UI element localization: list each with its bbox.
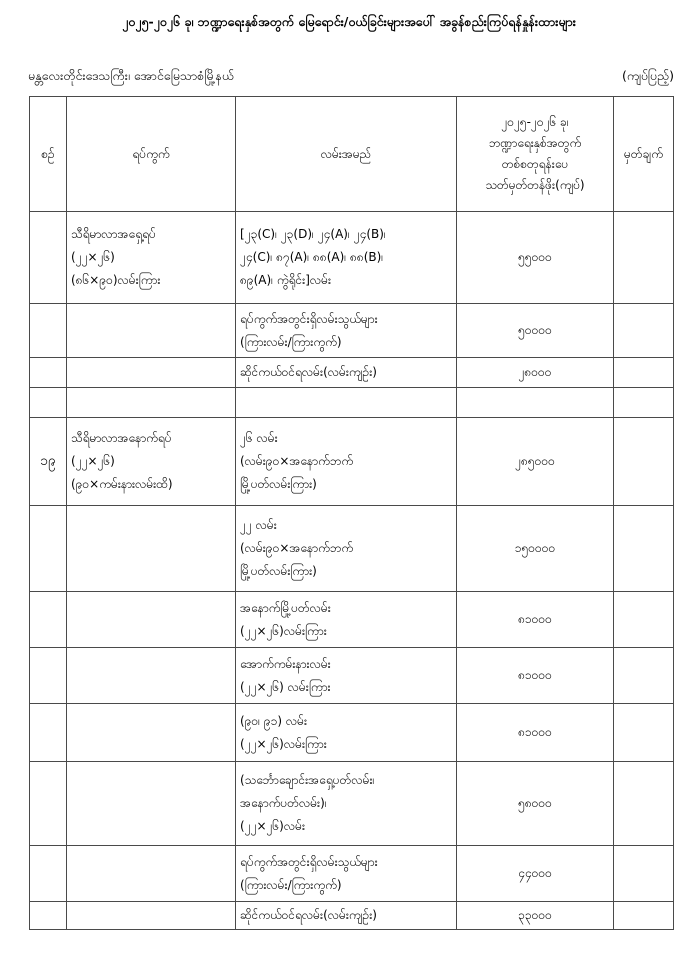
remark-cell xyxy=(614,358,674,388)
row-number xyxy=(30,846,67,902)
street-line: မြို့ပတ်လမ်းကြား) xyxy=(240,564,317,578)
header-zone: ရပ်ကွက် xyxy=(67,97,236,212)
row-number xyxy=(30,358,67,388)
zone-cell xyxy=(67,388,236,418)
rate-table xyxy=(29,96,674,930)
table-row xyxy=(30,304,674,358)
zone-cell xyxy=(67,304,236,358)
region-label: မန္တလေးတိုင်းဒေသကြီး၊ အောင်မြေသာစံမြို့နယ် xyxy=(28,68,235,83)
street-line: (၂၂×၂၆)လမ်းကြား xyxy=(240,623,327,638)
street-cell xyxy=(236,762,457,846)
zone-line: (၂၂×၂၆) xyxy=(71,454,115,468)
remark-cell xyxy=(614,762,674,846)
header-price-line: ၂၀၂၅-၂၀၂၆ ခု၊ xyxy=(501,115,569,129)
zone-line: သီရိမာလာအနောက်ရပ် xyxy=(71,431,172,445)
remark-cell xyxy=(614,304,674,358)
row-number xyxy=(30,762,67,846)
street-line: (ကြားလမ်း/ကြားကွက်) xyxy=(240,334,342,349)
row-number xyxy=(30,506,67,592)
street-line: ၂၂ လမ်း xyxy=(240,518,277,532)
row-number xyxy=(30,304,67,358)
street-line: (၉၀၊ ၉၁) လမ်း xyxy=(240,713,308,728)
street-line: မြို့ပတ်လမ်းကြား) xyxy=(240,477,317,491)
street-line: အနောက်မြို့ပတ်လမ်း xyxy=(240,600,331,615)
header-price xyxy=(457,97,614,212)
street-cell xyxy=(236,592,457,648)
table-row xyxy=(30,762,674,846)
table-header-row xyxy=(30,97,674,212)
zone-line: (၂၂×၂၆) xyxy=(71,250,115,264)
price-cell: ၃၃၀၀၀ xyxy=(457,902,614,930)
remark-cell xyxy=(614,846,674,902)
table-row xyxy=(30,902,674,930)
row-number xyxy=(30,902,67,930)
row-number xyxy=(30,648,67,704)
street-cell xyxy=(236,388,457,418)
zone-line: သီရိမာလာအရှေ့ရပ် xyxy=(71,227,156,241)
street-line: (သင်္ဘောချောင်းအရှေ့ပတ်လမ်း၊ xyxy=(240,773,375,787)
header-price-line: သတ်မှတ်တန်ဖိုး(ကျပ်) xyxy=(485,178,585,192)
remark-cell xyxy=(614,704,674,762)
street-line: (၂၂×၂၆)လမ်း xyxy=(240,819,306,833)
header-price-line: ဘဏ္ဍာရေးနှစ်အတွက် xyxy=(488,136,582,150)
zone-cell xyxy=(67,762,236,846)
document-title: ၂၀၂၅-၂၀၂၆ ခု၊ ဘဏ္ဍာရေးနှစ်အတွက် မြေရောင်း/ဝယ်ခြင်းများအပေါ် အခွန်စည်းကြပ်ရန်နှုန်းထားများ xyxy=(122,14,576,29)
header-remark: မှတ်ချက် xyxy=(614,97,674,212)
header-price-line: တစ်စတုရန်းပေ xyxy=(501,157,569,171)
price-cell: ၈၁၀၀၀ xyxy=(457,704,614,762)
zone-cell xyxy=(67,212,236,304)
price-cell: ၅၀၀၀၀ xyxy=(457,304,614,358)
price-cell: ၄၄၀၀၀ xyxy=(457,846,614,902)
zone-cell xyxy=(67,846,236,902)
street-line: ၈၉(A)၊ ကွဲရိုင်း]လမ်း xyxy=(240,273,332,287)
zone-line: (၈၆×၉၀)လမ်းကြား xyxy=(71,273,161,287)
street-cell xyxy=(236,418,457,506)
street-line: (ကြားလမ်း/ကြားကွက်) xyxy=(240,877,342,892)
zone-cell xyxy=(67,704,236,762)
street-line: (၂၂×၂၆) လမ်းကြား xyxy=(240,679,331,694)
zone-cell xyxy=(67,592,236,648)
street-line: ၂၆ လမ်း xyxy=(240,431,278,445)
remark-cell xyxy=(614,506,674,592)
street-line: ဆိုင်ကယ်ဝင်ရလမ်း(လမ်းကျဉ်း) xyxy=(240,365,377,379)
street-cell xyxy=(236,304,457,358)
header-no: စဉ် xyxy=(30,97,67,212)
table-body xyxy=(30,212,674,930)
zone-line: (၉၀×ကမ်းနားလမ်းထိ) xyxy=(71,477,173,491)
table-row xyxy=(30,418,674,506)
street-line: ရပ်ကွက်အတွင်းရှိလမ်းသွယ်များ xyxy=(240,854,378,869)
price-cell: ၂၈၀၀၀ xyxy=(457,358,614,388)
street-line: ရပ်ကွက်အတွင်းရှိလမ်းသွယ်များ xyxy=(240,311,378,326)
zone-cell xyxy=(67,418,236,506)
price-cell: ၅၅၀၀၀ xyxy=(457,212,614,304)
price-cell: ၈၁၀၀၀ xyxy=(457,592,614,648)
price-cell: ၂၈၅၀၀၀ xyxy=(457,418,614,506)
zone-cell xyxy=(67,358,236,388)
street-line: (လမ်း၉၀×အနောက်ဘက် xyxy=(240,541,354,555)
row-number xyxy=(30,592,67,648)
street-cell xyxy=(236,506,457,592)
zone-cell xyxy=(67,506,236,592)
table-row xyxy=(30,704,674,762)
street-cell xyxy=(236,846,457,902)
street-line: (လမ်း၉၀×အနောက်ဘက် xyxy=(240,454,354,468)
remark-cell xyxy=(614,418,674,506)
row-number: ၁၉ xyxy=(30,418,67,506)
price-cell: ၈၁၀၀၀ xyxy=(457,648,614,704)
zone-cell xyxy=(67,648,236,704)
remark-cell xyxy=(614,902,674,930)
street-cell xyxy=(236,902,457,930)
row-number xyxy=(30,704,67,762)
table-row xyxy=(30,846,674,902)
row-number xyxy=(30,212,67,304)
street-line: ဆိုင်ကယ်ဝင်ရလမ်း(လမ်းကျဉ်း) xyxy=(240,908,377,922)
street-line: (၂၂×၂၆)လမ်းကြား xyxy=(240,736,327,751)
street-cell xyxy=(236,648,457,704)
price-cell: ၁၅၀၀၀၀ xyxy=(457,506,614,592)
remark-cell xyxy=(614,388,674,418)
street-line: အောက်ကမ်းနားလမ်း xyxy=(240,656,331,671)
price-cell: ၅၈၀၀၀ xyxy=(457,762,614,846)
remark-cell xyxy=(614,592,674,648)
unit-label: (ကျပ်ပြည့်) xyxy=(621,68,674,83)
table-row xyxy=(30,506,674,592)
street-line: [၂၃(C)၊ ၂၃(D)၊ ၂၄(A)၊ ၂၄(B)၊ xyxy=(240,227,386,241)
table-row xyxy=(30,592,674,648)
table-row xyxy=(30,648,674,704)
remark-cell xyxy=(614,212,674,304)
table-row xyxy=(30,212,674,304)
price-cell xyxy=(457,388,614,418)
table-row xyxy=(30,358,674,388)
street-cell xyxy=(236,212,457,304)
zone-cell xyxy=(67,902,236,930)
table-row xyxy=(30,388,674,418)
remark-cell xyxy=(614,648,674,704)
row-number xyxy=(30,388,67,418)
header-street: လမ်းအမည် xyxy=(236,97,457,212)
street-line: ၂၄(C)၊ ၈၇(A)၊ ၈၈(A)၊ ၈၈(B)၊ xyxy=(240,250,384,264)
street-line: အနောက်ပတ်လမ်း)၊ xyxy=(240,796,327,810)
street-cell xyxy=(236,704,457,762)
street-cell xyxy=(236,358,457,388)
